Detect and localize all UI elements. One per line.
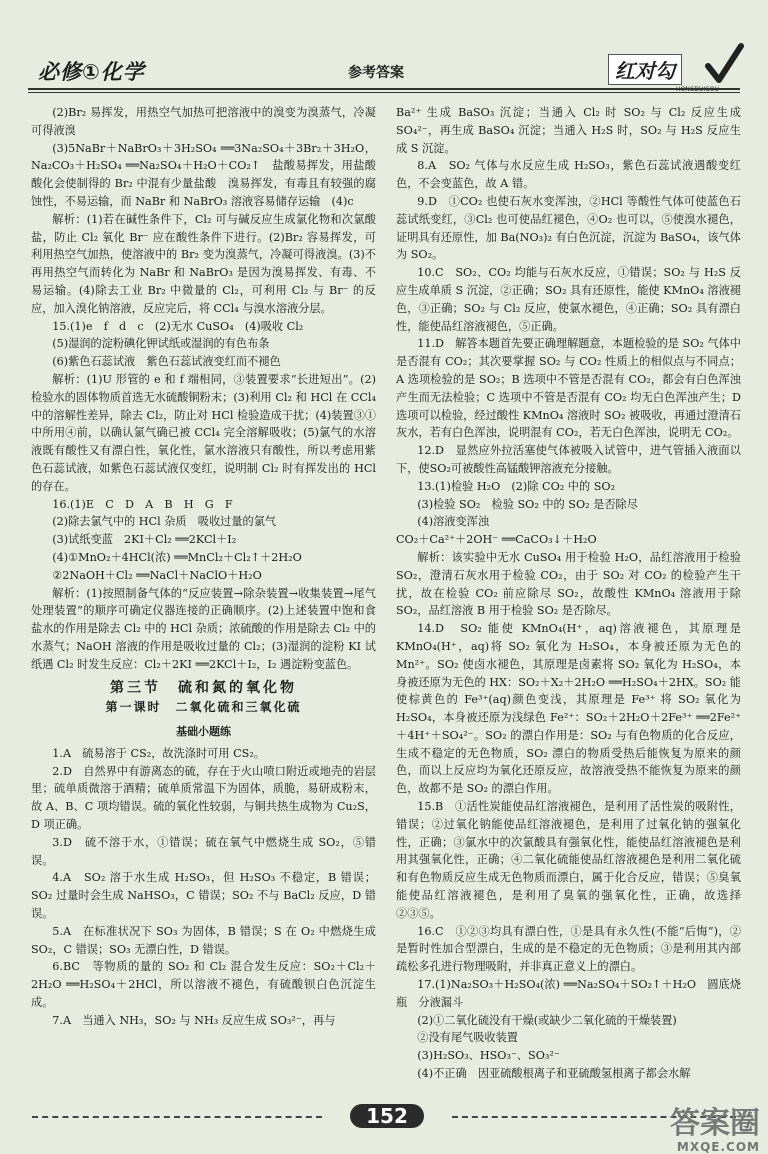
footer-dash-left	[32, 1116, 322, 1118]
header-rule	[28, 88, 740, 90]
answer-paragraph: 12.D 显然应外拉活塞使气体被吸入试管中，进气管插入液面以下，使SO₂可被酸性高锰酸钾溶液充分接触。	[396, 444, 741, 475]
answer-paragraph: 6.BC 等物质的量的 SO₂ 和 Cl₂ 混合发生反应：SO₂＋Cl₂＋2H₂O ══H₂SO₄＋2HCl，所以溶液不褪色，有硫酸钡白色沉淀生成。	[31, 960, 376, 1010]
page-header	[28, 52, 740, 94]
answer-paragraph: (3)5NaBr＋NaBrO₃＋3H₂SO₄ ══3Na₂SO₄＋3Br₂＋3H₂O，Na₂CO₃＋H₂SO₄ ══Na₂SO₄＋H₂O＋CO₂↑ 盐酸易挥发，用盐酸酸化会使制得的 Br₂ 中混有少量盐酸 溴易挥发，有毒且有较强的腐蚀性，不易运输，而 NaBr 和 NaBrO₃ 溶液容易储存运输 (4)c	[31, 141, 376, 208]
answer-paragraph: (4)不正确 因亚硫酸根离子和亚硫酸氢根离子都会水解	[417, 1067, 691, 1081]
answer-paragraph: 8.A SO₂ 气体与水反应生成 H₂SO₃，紫色石蕊试液遇酸变红色，不会变蓝色，故 A 错。	[396, 159, 741, 191]
answer-paragraph: ②没有尾气吸收装置	[417, 1031, 518, 1045]
answer-paragraph: 9.D ①CO₂ 也使石灰水变浑浊，②HCl 等酸性气体可使蓝色石蕊试纸变红，③Cl₂ 也可使品红褪色，④O₂ 也可以，⑤使溴水褪色，证明具有还原性，加 Ba(NO₃)₂ 有白色沉淀，沉淀为 BaSO₄，该气体为 SO₂。	[396, 194, 741, 262]
answer-paragraph: 15.(1)e f d c (2)无水 CuSO₄ (4)吸收 Cl₂	[52, 319, 304, 333]
answer-paragraph: 15.B ①活性炭能使品红溶液褪色，是利用了活性炭的吸附性，错误；②过氧化钠能使品红溶液褪色，是利用了过氧化钠的强氧化性，正确；③氯水中的次氯酸具有强氧化性，能使品红溶液褪色是利用其强氧化性，正确；④二氧化硫能使品红溶液褪色是利用二氧化硫和有色物质反应生成无色物质而漂白，属于化合反应，错误；⑤臭氧能使品红溶液褪色，是利用了臭氧的强氧化性，正确，故选择②③⑤。	[396, 800, 741, 920]
answer-paragraph: (2)除去氯气中的 HCl 杂质 吸收过量的氯气	[52, 515, 277, 529]
checkmark-icon	[704, 42, 744, 86]
answer-paragraph: (2)Br₂ 易挥发，用热空气加热可把溶液中的溴变为溴蒸气，冷凝可得液溴	[31, 106, 376, 137]
answer-paragraph: CO₂＋Ca²⁺＋2OH⁻ ══CaCO₃↓＋H₂O	[396, 533, 597, 547]
right-column	[396, 104, 741, 1083]
answer-paragraph: 16.C ①②③均具有漂白性，①是具有永久性(不能“后悔”)，②是暂时性加合型漂白，生成的是不稳定的无色物质；③是利用其内部疏松多孔进行物理吸附，并非真正意义上的漂白。	[396, 924, 741, 974]
answer-paragraph: 解析：(1)U 形管的 e 和 f 端相同，③装置要求“长进短出”。(2)检验水的固体物质首选无水硫酸铜粉末；(3)利用 Cl₂ 和 HCl 在 CCl₄ 中的溶解性差异，除去 Cl₂，防止对 HCl 检验造成干扰；(4)装置③①中所用④前，以确认氯气确已被 CCl₄ 完全溶解吸收；(5)氯气的水溶液既有酸性又有漂白性，氧化性，氯水溶液只有酸性，所以考虑用紫色石蕊试液，如紫色石蕊试液仅变红，说明制 Cl₂ 时有挥发出的 HCl 的存在。	[31, 372, 376, 493]
answer-paragraph: ②2NaOH＋Cl₂ ══NaCl＋NaClO＋H₂O	[52, 568, 262, 582]
watermark-url: MXQE.COM	[676, 1140, 760, 1154]
lesson-title: 第一课时 二氧化硫和三氧化硫	[105, 700, 302, 715]
answer-paragraph: 解析：(1)按照制备气体的“反应装置→除杂装置→收集装置→尾气处理装置”的顺序可确定仪器连接的正确顺序。(2)上述装置中饱和食盐水的作用是除去 Cl₂ 中的 HCl 杂质；浓硫酸的作用是除去 Cl₂ 中的水蒸气；NaOH 溶液的作用是吸收过量的 Cl₂；(3)湿润的淀粉 KI 试纸遇 Cl₂ 时发生反应：Cl₂＋2KI ══2KCl＋I₂，I₂ 遇淀粉变蓝色。	[31, 586, 376, 671]
book-title: 必修①化学	[38, 60, 145, 84]
page-number: 152	[366, 1104, 408, 1128]
answer-paragraph: 17.(1)Na₂SO₃＋H₂SO₄(浓) ══Na₂SO₄＋SO₂↑＋H₂O 圆底烧瓶 分液漏斗	[396, 978, 741, 1009]
answer-paragraph: 16.(1)E C D A B H G F	[52, 497, 233, 511]
answer-paragraph: 7.A 当通入 NH₃，SO₂ 与 NH₃ 反应生成 SO₃²⁻，再与	[52, 1013, 336, 1027]
answer-paragraph: (6)紫色石蕊试液 紫色石蕊试液变红而不褪色	[52, 355, 281, 369]
answer-paragraph: (3)检验 SO₂ 检验 SO₂ 中的 SO₂ 是否除尽	[417, 497, 638, 511]
answer-paragraph: 10.C SO₂、CO₂ 均能与石灰水反应，①错误；SO₂ 与 H₂S 反应生成单质 S 沉淀，②正确；SO₂ 具有还原性，能使 KMnO₄ 溶液褪色，③正确；SO₂ 与 Cl₂ 反应，使氯水褪色，④正确；SO₂ 具有漂白性，能使品红溶液褪色，⑤正确。	[396, 266, 741, 333]
answer-paragraph: 13.(1)检验 H₂O (2)除 CO₂ 中的 SO₂	[417, 479, 616, 493]
header-center-label: 参考答案	[348, 65, 404, 81]
exercise-subtitle: 基础小题练	[176, 725, 231, 739]
answer-paragraph: Ba²⁺ 生成 BaSO₃ 沉淀；当通入 Cl₂ 时 SO₂ 与 Cl₂ 反应生成 SO₄²⁻，再生成 BaSO₄ 沉淀；当通入 H₂S 时，SO₂ 与 H₂S 反应生成 S 沉淀。	[396, 106, 741, 155]
answer-paragraph: 3.D 硫不溶于水，①错误；硫在氧气中燃烧生成 SO₂，⑤错误。	[31, 835, 376, 867]
answer-paragraph: (4)溶液变浑浊	[417, 515, 490, 529]
section-title: 第三节 硫和氮的氧化物	[110, 679, 297, 696]
answer-paragraph: 11.D 解答本题首先要正确理解题意，本题检验的是 SO₂ 气体中是否混有 CO₂；其次要掌握 SO₂ 与 CO₂ 性质上的相似点与不同点；A 选项检验的是 SO₂；B 选项中不管是否混有 CO₂，都会有白色浑浊产生而无法检验；C 选项中不管是否混有 CO₂ 均无白色浑浊产生；D 选项可以检验，经过酸性 KMnO₄ 溶液时 SO₂ 被吸收，再通过澄清石灰水，若有白色浑浊，说明混有 CO₂，若无白色浑浊，说明无 CO₂。	[396, 337, 741, 440]
answer-paragraph: (5)湿润的淀粉碘化钾试纸或湿润的有色布条	[52, 337, 270, 351]
answer-paragraph: (3)试纸变蓝 2KI＋Cl₂ ══2KCl＋I₂	[52, 533, 237, 547]
answer-paragraph: (4)①MnO₂＋4HCl(浓) ══MnCl₂＋Cl₂↑＋2H₂O	[52, 550, 302, 564]
answer-paragraph: 1.A 硫易溶于 CS₂，故洗涤时可用 CS₂。	[52, 746, 265, 760]
brand-logo: 红对勾	[608, 54, 682, 85]
watermark	[630, 1108, 760, 1154]
header-rule-thin	[28, 92, 740, 93]
answer-paragraph: (2)①二氧化硫没有干燥(或缺少二氧化硫的干燥装置)	[417, 1013, 677, 1027]
watermark-text: 答案圈	[670, 1106, 760, 1141]
answer-paragraph: 5.A 在标准状况下 SO₃ 为固体，B 错误；S 在 O₂ 中燃烧生成 SO₂，C 错误；SO₃ 无漂白性，D 错误。	[31, 924, 376, 956]
answer-paragraph: 解析：(1)若在碱性条件下，Cl₂ 可与碱反应生成氯化物和次氯酸盐，防止 Cl₂ 氧化 Br⁻ 应在酸性条件下进行。(2)Br₂ 容易挥发，可利用热空气加热，使溶液中的 Br₂ 变为溴蒸气，冷凝可得液溴。(3)不再用热空气而转化为 NaBr 和 NaBrO₃ 是因为溴易挥发、有毒、不易运输。(4)除去工业 Br₂ 中微量的 Cl₂，可利用 Cl₂ 与 Br⁻ 的反应，加入溴化钠溶液，反应完后，将 CCl₄ 与溴水溶液分层。	[31, 212, 376, 315]
answer-paragraph: 4.A SO₂ 溶于水生成 H₂SO₃，但 H₂SO₃ 不稳定，B 错误；SO₂ 过量时会生成 NaHSO₃，C 错误；SO₂ 不与 BaCl₂ 反应，D 错误。	[31, 871, 376, 921]
answer-paragraph: 解析：该实验中无水 CuSO₄ 用于检验 H₂O，品红溶液用于检验 SO₂，澄清石灰水用于检验 CO₂，由于 SO₂ 对 CO₂ 的检验产生干扰，故在检验 CO₂ 前应除尽 SO₂，故酸性 KMnO₄ 溶液用于除 SO₂，品红溶液 B 用于检验 SO₂ 是否除尽。	[396, 550, 741, 618]
answer-paragraph: 2.D 自然界中有游离态的硫，存在于火山喷口附近或地壳的岩层里；硫单质微溶于酒精；硫单质常温下为固体，质脆，易研成粉末，故 A、B、C 项均错误。硫的氧化性较弱，与铜共热生成物为 Cu₂S，D 项正确。	[31, 764, 376, 832]
answer-paragraph: (3)H₂SO₃、HSO₃⁻、SO₃²⁻	[417, 1049, 560, 1063]
answer-paragraph: 14.D SO₂ 能使 KMnO₄(H⁺，aq)溶液褪色，其原理是 KMnO₄(H⁺，aq)将 SO₂ 氧化为 H₂SO₄，本身被还原为无色的 Mn²⁺。SO₂ 使卤水褪色，其原理是卤素将 SO₂ 氧化为 H₂SO₄，本身被还原为无色的 HX：SO₂＋X₂＋2H₂O ══H₂SO₄＋2HX。SO₂ 能使棕黄色的 Fe³⁺(aq)颜色变浅，其原理是 Fe³⁺ 将 SO₂ 氧化为 H₂SO₄，本身被还原为浅绿色 Fe²⁺：SO₂＋2H₂O＋2Fe³⁺ ══2Fe²⁺＋4H⁺＋SO₄²⁻。SO₂ 的漂白作用是：SO₂ 与有色物质的化合反应，生成不稳定的无色物质，SO₂ 漂白的物质受热后能恢复为原来的颜色，而以上反应均为氧化还原反应，故溶液受热不能恢复为原来的颜色，故都不是 SO₂ 的漂白作用。	[396, 622, 741, 796]
left-column	[31, 104, 376, 1030]
